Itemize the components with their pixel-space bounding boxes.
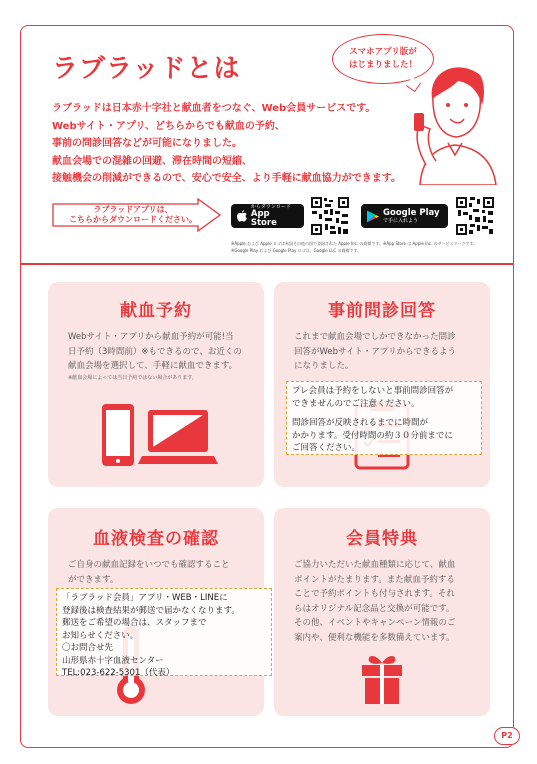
- questionnaire-notice: [286, 381, 482, 455]
- intro-text: [52, 100, 412, 188]
- intro-line: Webサイト・アプリ、どちらからでも献血の予約、: [52, 120, 285, 132]
- card-reservation: [48, 282, 264, 487]
- card-note: ※献血会場によっては当日予約ではない場合があります。: [68, 374, 197, 381]
- notice-line: お知らせください。: [62, 630, 139, 641]
- app-store-button[interactable]: [231, 204, 304, 228]
- notice-line: 〇お問合せ先: [62, 643, 114, 653]
- notice-line: 郵送をご希望の場合は、スタッフまで: [62, 618, 207, 628]
- card-title: 会員特典: [346, 529, 418, 549]
- notice-line: 「ラブラッド会員」アプリ・WEB・LINEに: [62, 593, 228, 603]
- card-body: [68, 558, 248, 587]
- card-body-line: 献血会場を選択して、手軽に献血できます。: [68, 361, 238, 371]
- card-body-line: らはオリジナル記念品と交換が可能です。: [294, 603, 455, 614]
- card-body-line: ポイントがたまります。また献血予約する: [294, 574, 455, 585]
- google-play-label: Google Play: [383, 207, 440, 218]
- card-body-line: これまで献血会場でしかできなかった問診: [294, 332, 456, 342]
- notice-line: 問診回答が反映されるまでに時間が: [292, 418, 429, 428]
- blood-test-notice: [56, 588, 272, 676]
- intro-line: 接触機会の削減ができるので、安心で安全、より手軽に献血協力ができます。: [52, 173, 401, 184]
- card-body-line: ことで予約ポイントも付与されます。それ: [294, 589, 455, 599]
- card-body-line: ができます。: [68, 574, 119, 585]
- devices-icon: [100, 402, 220, 472]
- legal-line: ※Apple および Apple ロゴは米国その他の国で登録された Apple Inc. の商標です。※App Store は Apple Inc. のサービスマークです。: [231, 241, 478, 246]
- card-body-line: ご自身の献血記録をいつでも確認すること: [68, 560, 230, 570]
- download-arrow-line: ラブラッドアプリは、: [93, 205, 173, 214]
- app-store-qr-code[interactable]: [310, 196, 350, 236]
- card-body: [294, 558, 474, 645]
- notice-line: 登録後は検査結果が郵送で届かなくなります。: [62, 605, 240, 616]
- notice-line: [292, 410, 476, 417]
- page-title: ラブラッドとは: [52, 54, 241, 84]
- section-divider: [20, 263, 514, 265]
- google-play-icon: [367, 210, 379, 223]
- card-body-line: になりました。: [294, 361, 354, 371]
- card-body-line: 回答がWebサイト・アプリからできるよう: [294, 346, 457, 357]
- notice-line: プレ会員は予約をしないと事前問診回答が: [292, 386, 454, 396]
- card-body: [294, 330, 474, 374]
- google-play-button[interactable]: [361, 204, 448, 228]
- app-store-label: App Store: [250, 209, 277, 228]
- intro-line: 献血会場での混雑の回避、滞在時間の短縮、: [52, 155, 252, 167]
- download-arrow: [52, 198, 222, 232]
- card-title: 献血予約: [120, 301, 192, 321]
- notice-line: できませんのでご注意ください。: [292, 398, 420, 409]
- legal-notice: [231, 240, 501, 254]
- legal-line: ※Google Play および Google Play ロゴは、Google LLC の商標です。: [231, 248, 362, 253]
- card-body-line: Webサイト・アプリから献血予約が可能!当: [68, 332, 234, 342]
- bubble-line: スマホアプリ版が: [349, 47, 417, 57]
- notice-line: ご回答ください。: [292, 443, 361, 453]
- card-body: [68, 330, 248, 382]
- page-number: P2: [494, 727, 520, 745]
- google-play-small-label: で手に入れよう: [383, 217, 419, 224]
- notice-line: かかります。受付時間の約３０分前までに: [292, 430, 453, 441]
- notice-line: 山形県赤十字血液センター: [62, 655, 164, 666]
- intro-line: ラブラッドは日本赤十字社と献血者をつなぐ、Web会員サービスです。: [52, 103, 376, 114]
- bubble-line: はじまりました！: [348, 60, 417, 70]
- download-arrow-line: こちらからダウンロードください。: [69, 215, 197, 224]
- card-body-line: 案内や、便利な機能を多数備えています。: [294, 632, 455, 643]
- apple-icon: [237, 210, 247, 222]
- google-play-qr-code[interactable]: [455, 196, 495, 236]
- app-store-small-label: からダウンロード: [250, 204, 291, 210]
- card-body-line: ご協力いただいた献血種類に応じて、献血: [294, 560, 456, 570]
- card-title: 事前問診回答: [328, 301, 436, 321]
- gift-icon: [361, 651, 403, 705]
- notice-line: TEL:023-622-5301（代表）: [62, 668, 175, 678]
- card-title: 血液検査の確認: [93, 529, 219, 549]
- card-benefits: [274, 508, 490, 716]
- intro-line: 事前の問診回答などが可能になりました。: [52, 138, 242, 149]
- woman-illustration: [400, 55, 510, 185]
- card-body-line: 日予約（3時間前）※もできるので、お近くの: [68, 346, 242, 357]
- card-body-line: その他、イベントやキャンペーン情報のご: [294, 618, 456, 628]
